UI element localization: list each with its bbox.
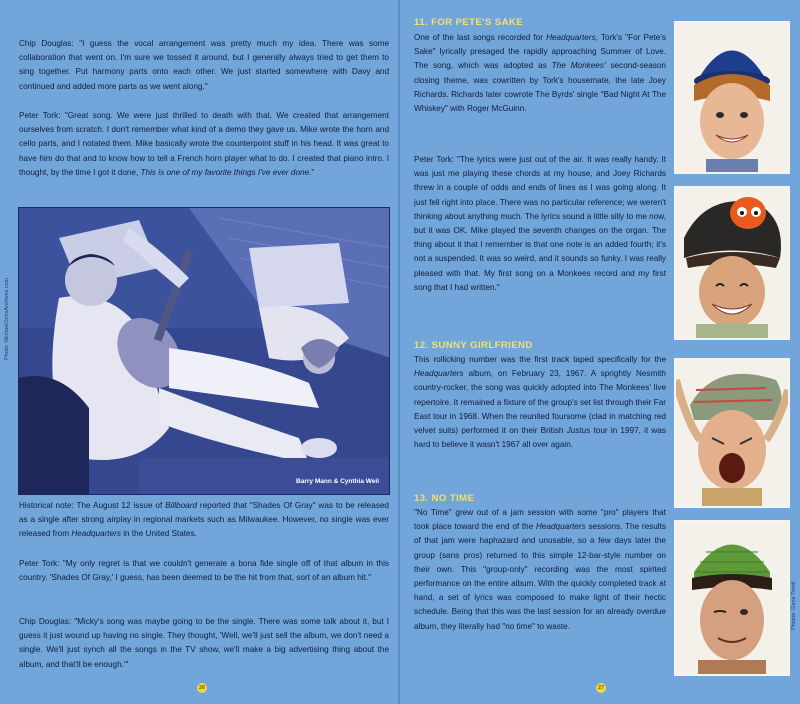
barry-mann-cynthia-weil-photo (18, 207, 390, 495)
heading-sunny-girlfriend: 12. SUNNY GIRLFRIEND (414, 340, 533, 351)
heading-no-time: 13. NO TIME (414, 493, 475, 504)
photo-illustration (19, 208, 390, 495)
billboard-italic: Billboard (165, 501, 197, 510)
paragraph-historical-note: Historical note: The August 12 issue of Billboard reported that "Shades Of Gray" was to be released as a single after strong airplay in regional markets such as Milwaukee. However, no single was ever released from Headquarters in the United States. (19, 501, 389, 539)
portrait-davy-jones (674, 520, 790, 676)
portrait-peter-tork-image (676, 23, 788, 172)
paragraph-sunny-girlfriend: This rollicking number was the first track taped specifically for the Headquarters album, on February 23, 1967. A sprightly Nesmith country-rocker, the song was quickly adopted into The Monkees' live repertoire. It remained a fixture of the group's set list through their Far East tour in 1968. When the reunited foursome (clad in matching red velvet suits) performed it on their British Justus tour in 1997, it was hard to believe it wasn't 1967 all over again. (414, 355, 666, 450)
portrait-micky-dolenz-image (676, 188, 788, 338)
paragraph-no-time: "No Time" grew out of a jam session with some "pro" players that took place toward the end of the Headquarters sessions. The results of that jam were haphazard and unusable, so a few days later the group (sans pros) returned to this simple 12-bar-style number on their own. This "group-only" recording was the most spirited performance on the entire album. With the quickly completed track at hand, a set of lyrics was composed to make light of their hectic schedule. Being that this was the last session for an already overdue album, they literally had "no time" to waste. (414, 508, 666, 631)
portrait-michael-nesmith (674, 358, 790, 508)
paragraph-peter-tork-2: Peter Tork: "My only regret is that we couldn't generate a bona fide single off of that album in this country. 'Shades Of Gray,' I guess, has been deemed to be the hit from that, sort of an album hit." (19, 559, 389, 583)
paragraph-for-petes-sake-quote: Peter Tork: "The lyrics were just out of the air. It was really handy. It was just me playing these chords at my house, and Joey Richards threw in a couple of odds and ends of lines as I was going along. It just fell right into place. There was no particular reference; we weren't thinking about anything much. The lyrics sound a little silly to me now, but it was OK. Mike played the seventh changes on the organ. The thing about it that I remember is that one note is an added fourth; it's not a suspended. It was so weird, and it sounds so funky. I was really pleased with that. My first song on a Monkees record and my first song that I had written." (414, 155, 666, 292)
tork-italic-quote: This is one of my favorite things I've ever done. (140, 167, 312, 177)
paragraph-peter-tork-1: Peter Tork: "Great song. We were just thrilled to death with that. We created that arrangement ourselves from scratch. I don't remember what kind of a demo they gave us. Mike wrote the horn and cello parts, and I notated them. Mike basically wrote the counterpoint stuff in his head. It was great to have him do that and to know how to tell a French horn player what to do. I created that piano intro. I thought, by the time I got it done, This is one of my favorite things I've ever done." (19, 111, 389, 177)
photo-credit-right: Photos: Gene Trindl (791, 581, 797, 630)
photo-caption: Barry Mann & Cynthia Weil (296, 478, 379, 485)
paragraph-chip-douglas-2: Chip Douglas: "Micky's song was maybe going to be the single. There was some talk about it, but I guess it just wound up having no single. They thought, 'Well, we'll just sell the album, we don't need a single. We'll just synch all the songs in the TV show, we'll make a big advertising thing about the album, and that'll be enough.'" (19, 617, 389, 669)
headquarters-italic: Headquarters (71, 529, 121, 539)
portrait-michael-nesmith-image (676, 360, 788, 506)
page-number-left: 26 (198, 685, 206, 691)
portrait-davy-jones-image (676, 522, 788, 674)
paragraph-chip-douglas-1: Chip Douglas: "I guess the vocal arrangement was pretty much my idea. There was some collaboration that went on. I'm sure we tossed it around, but I generally always tried to get them to sing together. Put harmony parts onto each other. We just started somewhere with Davy and continued and added more parts as we went along." (19, 39, 389, 91)
portrait-peter-tork (674, 21, 790, 174)
photo-credit-left: Photo: MichaelOchsArchives.com (4, 277, 10, 360)
portrait-micky-dolenz (674, 186, 790, 340)
page-number-right: 27 (597, 685, 605, 691)
paragraph-for-petes-sake-intro: One of the last songs recorded for Headquarters, Tork's "For Pete's Sake" lyrically presaged the rapidly approaching Summer of Love. The song, which was adopted as The Monkees' second-season closing theme, was cowritten by Tork's housemate, the late Joey Richards. Richards later cowrote The Byrds' single "Bad Night At The Whiskey" with Roger McGuinn. (414, 33, 666, 114)
heading-for-petes-sake: 11. FOR PETE'S SAKE (414, 17, 524, 28)
